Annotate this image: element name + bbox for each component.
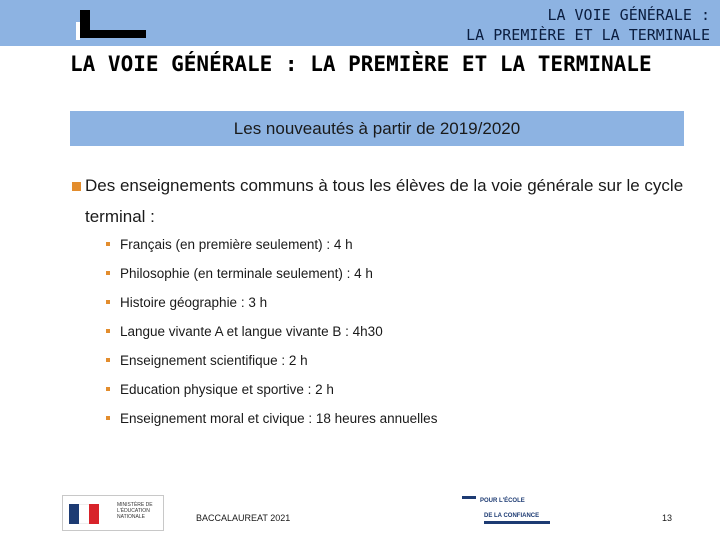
header-title-line2: LA PREMIÈRE ET LA TERMINALE (466, 26, 710, 44)
page-number: 13 (662, 513, 673, 523)
ministry-logo (62, 495, 164, 531)
footer-program: BACCALAUREAT 2021 (196, 513, 291, 523)
slide-title: LA VOIE GÉNÉRALE : LA PREMIÈRE ET LA TERMINALE (70, 52, 652, 76)
subject-list (106, 237, 437, 440)
lead-paragraph (70, 170, 690, 232)
bullet-icon (106, 271, 110, 275)
lead-text: Des enseignements communs à tous les élèves de la voie générale sur le cycle terminal : (85, 176, 684, 226)
confiance-logo (462, 496, 552, 526)
bullet-icon (106, 300, 110, 304)
list-item: Enseignement moral et civique : 18 heures annuelles (106, 411, 437, 440)
bullet-icon (106, 416, 110, 420)
slogan-line1: POUR L'ÉCOLE (480, 498, 525, 504)
header-title-line1: LA VOIE GÉNÉRALE : (547, 6, 710, 24)
subtitle: Les nouveautés à partir de 2019/2020 (233, 119, 521, 138)
list-item: Langue vivante A et langue vivante B : 4h30 (106, 324, 437, 353)
list-item: Histoire géographie : 3 h (106, 295, 437, 324)
square-bullet-icon (72, 182, 81, 191)
list-item: Enseignement scientifique : 2 h (106, 353, 437, 382)
subtitle-bar (70, 111, 684, 146)
french-flag-icon (69, 504, 99, 524)
slogan-line2: DE LA CONFIANCE (484, 513, 540, 519)
bullet-icon (106, 358, 110, 362)
header-title (466, 5, 710, 45)
logo-icon (76, 8, 148, 40)
bullet-icon (106, 387, 110, 391)
ministry-text: MINISTÈRE DE L'ÉDUCATION NATIONALE (117, 502, 153, 520)
bullet-icon (106, 242, 110, 246)
bullet-icon (106, 329, 110, 333)
list-item: Français (en première seulement) : 4 h (106, 237, 437, 266)
list-item: Education physique et sportive : 2 h (106, 382, 437, 411)
list-item: Philosophie (en terminale seulement) : 4 h (106, 266, 437, 295)
